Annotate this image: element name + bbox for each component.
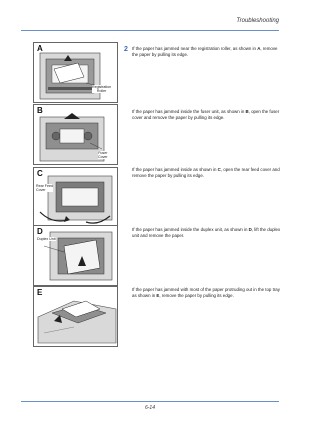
figure-c	[33, 167, 118, 228]
figure-c-callout: Rear Feed Cover	[36, 184, 53, 192]
figure-b-letter: B	[37, 106, 43, 115]
figure-d-letter: D	[37, 227, 43, 236]
figure-c-illustration	[34, 168, 118, 228]
paragraph-c-pre: If the paper has jammed inside as shown in	[132, 167, 218, 172]
paragraph-a	[132, 46, 282, 58]
paragraph-e	[132, 287, 282, 299]
figure-a-illustration	[34, 43, 118, 103]
paragraph-d	[132, 227, 282, 239]
paragraph-e-pre: If the paper has jammed with most of the paper protruding out in the top tray as shown in	[132, 287, 280, 299]
header-rule	[21, 30, 279, 31]
paragraph-c-ref: C	[217, 167, 221, 172]
figure-a-callout: Registration Roller	[92, 85, 112, 93]
paragraph-b	[132, 109, 282, 121]
figure-a	[33, 42, 118, 103]
figure-c-letter: C	[37, 169, 43, 178]
paragraph-d-post: , lift the duplex unit and remove the paper.	[132, 227, 281, 239]
paragraph-d-pre: If the paper has jammed inside the duplex unit, as shown in	[132, 227, 249, 232]
figure-d-callout: Duplex Unit	[37, 237, 56, 241]
paragraph-d-ref: D	[248, 227, 252, 232]
paragraph-e-ref: E	[156, 293, 160, 299]
figure-b	[33, 104, 118, 165]
paragraph-b-ref: B	[245, 109, 249, 114]
footer-rule	[21, 401, 279, 402]
header-title: Troubleshooting	[236, 18, 279, 24]
paragraph-a-ref: A	[257, 46, 261, 51]
figure-e	[33, 286, 118, 347]
figure-e-letter: E	[37, 288, 43, 297]
paragraph-e-post: , remove the paper by pulling its edge.	[159, 293, 234, 299]
figure-b-callout: Fuser Cover	[98, 151, 108, 159]
paragraph-c-post: , open the rear feed cover and remove the paper by pulling its edge.	[132, 167, 280, 179]
paragraph-b-post: , open the fuser cover and remove the paper by pulling its edge.	[132, 109, 280, 121]
figure-d	[33, 225, 118, 286]
figure-a-letter: A	[37, 44, 43, 53]
paragraph-a-post: , remove the paper by pulling its edge.	[132, 46, 278, 58]
page-number: 6-14	[144, 405, 155, 411]
figure-d-illustration	[34, 226, 118, 286]
step-number: 2	[124, 46, 128, 53]
paragraph-b-pre: If the paper has jammed inside the fuser unit, as shown in	[132, 109, 246, 114]
paragraph-c	[132, 167, 282, 179]
paragraph-a-pre: If the paper has jammed near the registration roller, as shown in	[132, 46, 258, 51]
figure-e-illustration	[34, 287, 118, 347]
